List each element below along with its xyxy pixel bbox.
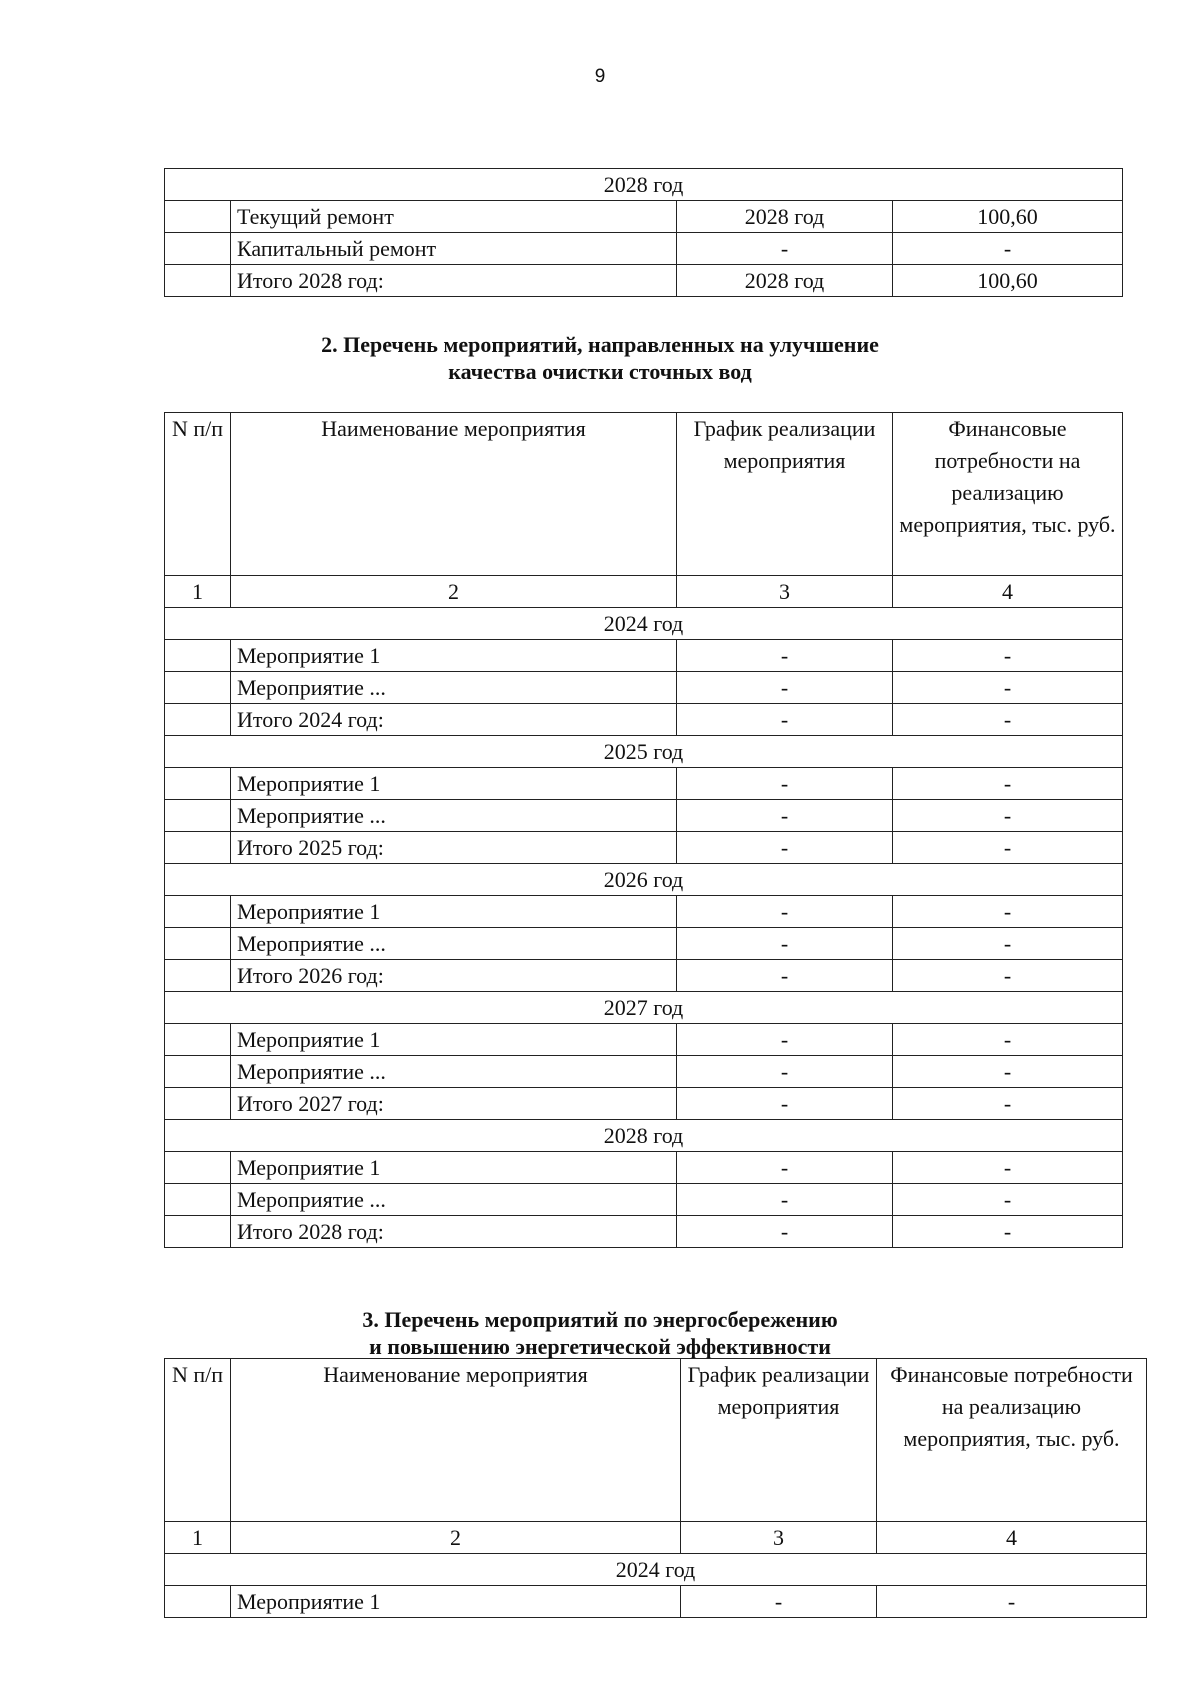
row-num — [165, 832, 231, 864]
row-cost: - — [893, 1088, 1123, 1120]
row-name: Итого 2028 год: — [231, 1216, 677, 1248]
column-number: 3 — [677, 576, 893, 608]
table-row — [165, 768, 1123, 800]
header-cost: Финансовые потребности на реализацию мероприятия, тыс. руб. — [893, 413, 1123, 576]
row-name: Капитальный ремонт — [231, 233, 677, 265]
table-row — [165, 1088, 1123, 1120]
table-row — [165, 1184, 1123, 1216]
row-schedule: - — [677, 1088, 893, 1120]
row-num — [165, 1216, 231, 1248]
column-number: 1 — [165, 576, 231, 608]
row-name: Мероприятие ... — [231, 800, 677, 832]
table-row — [165, 1216, 1123, 1248]
row-schedule: - — [677, 1056, 893, 1088]
row-cost: - — [893, 832, 1123, 864]
row-cost: 100,60 — [893, 265, 1123, 297]
year-label: 2026 год — [165, 864, 1123, 896]
row-num — [165, 201, 231, 233]
column-numbers-row — [165, 1522, 1147, 1554]
row-num — [165, 800, 231, 832]
table-row — [165, 1152, 1123, 1184]
header-num: N п/п — [165, 1359, 231, 1522]
table-header-row — [165, 1359, 1147, 1522]
column-number: 2 — [231, 1522, 681, 1554]
header-name: Наименование мероприятия — [231, 413, 677, 576]
row-cost: - — [893, 640, 1123, 672]
year-label: 2028 год — [165, 1120, 1123, 1152]
row-num — [165, 1024, 231, 1056]
row-name: Итого 2025 год: — [231, 832, 677, 864]
row-schedule: - — [677, 672, 893, 704]
row-schedule: - — [677, 1216, 893, 1248]
table-energy-saving-measures — [164, 1358, 1147, 1618]
row-name: Мероприятие 1 — [231, 768, 677, 800]
table-row — [165, 265, 1123, 297]
year-row — [165, 1554, 1147, 1586]
row-schedule: - — [677, 1024, 893, 1056]
row-schedule: - — [677, 928, 893, 960]
table-row — [165, 672, 1123, 704]
row-schedule: - — [677, 640, 893, 672]
table-row — [165, 1056, 1123, 1088]
row-name: Итого 2027 год: — [231, 1088, 677, 1120]
row-cost: - — [893, 672, 1123, 704]
row-schedule: - — [677, 896, 893, 928]
row-cost: - — [877, 1586, 1147, 1618]
row-schedule: - — [677, 832, 893, 864]
row-num — [165, 1056, 231, 1088]
section3-heading — [0, 1306, 1200, 1360]
table-row — [165, 233, 1123, 265]
header-schedule: График реализации мероприятия — [681, 1359, 877, 1522]
row-num — [165, 1088, 231, 1120]
row-num — [165, 896, 231, 928]
row-cost: - — [893, 960, 1123, 992]
table-row — [165, 832, 1123, 864]
table-row — [165, 1024, 1123, 1056]
row-schedule: - — [677, 233, 893, 265]
row-num — [165, 768, 231, 800]
year-label: 2027 год — [165, 992, 1123, 1024]
row-schedule: - — [677, 960, 893, 992]
year-label: 2024 год — [165, 1554, 1147, 1586]
header-name: Наименование мероприятия — [231, 1359, 681, 1522]
row-schedule: - — [677, 768, 893, 800]
row-name: Итого 2024 год: — [231, 704, 677, 736]
row-name: Итого 2026 год: — [231, 960, 677, 992]
row-schedule: - — [677, 1152, 893, 1184]
table-row — [165, 201, 1123, 233]
section2-title-line2: качества очистки сточных вод — [448, 359, 752, 384]
row-cost: - — [893, 800, 1123, 832]
row-num — [165, 1586, 231, 1618]
row-name: Текущий ремонт — [231, 201, 677, 233]
table-row — [165, 928, 1123, 960]
row-name: Мероприятие ... — [231, 928, 677, 960]
column-number: 3 — [681, 1522, 877, 1554]
row-name: Мероприятие 1 — [231, 1024, 677, 1056]
row-num — [165, 672, 231, 704]
row-schedule: - — [677, 1184, 893, 1216]
row-cost: - — [893, 233, 1123, 265]
table-row — [165, 640, 1123, 672]
row-cost: - — [893, 704, 1123, 736]
year-row — [165, 608, 1123, 640]
row-num — [165, 960, 231, 992]
table-body — [165, 608, 1123, 1248]
table-wastewater-measures — [164, 412, 1123, 1248]
row-cost: - — [893, 896, 1123, 928]
table-row — [165, 800, 1123, 832]
row-name: Мероприятие 1 — [231, 640, 677, 672]
row-schedule: 2028 год — [677, 201, 893, 233]
row-name: Мероприятие ... — [231, 1184, 677, 1216]
year-row — [165, 992, 1123, 1024]
header-schedule: График реализации мероприятия — [677, 413, 893, 576]
row-num — [165, 1152, 231, 1184]
row-schedule: - — [681, 1586, 877, 1618]
row-num — [165, 265, 231, 297]
row-cost: - — [893, 1024, 1123, 1056]
column-number: 2 — [231, 576, 677, 608]
section3-title-line1: 3. Перечень мероприятий по энергосбережению — [362, 1307, 838, 1332]
table-maintenance-2028 — [164, 168, 1123, 297]
column-number: 4 — [877, 1522, 1147, 1554]
column-number: 1 — [165, 1522, 231, 1554]
year-label: 2028 год — [165, 169, 1123, 201]
row-schedule: 2028 год — [677, 265, 893, 297]
row-schedule: - — [677, 704, 893, 736]
year-label: 2025 год — [165, 736, 1123, 768]
row-name: Мероприятие 1 — [231, 1152, 677, 1184]
column-numbers-row — [165, 576, 1123, 608]
table-row — [165, 896, 1123, 928]
row-name: Мероприятие 1 — [231, 1586, 681, 1618]
year-row — [165, 169, 1123, 201]
page-number: 9 — [594, 66, 606, 87]
row-cost: 100,60 — [893, 201, 1123, 233]
row-num — [165, 704, 231, 736]
section3-title-line2: и повышению энергетической эффективности — [369, 1334, 831, 1359]
row-num — [165, 640, 231, 672]
row-cost: - — [893, 1184, 1123, 1216]
row-cost: - — [893, 768, 1123, 800]
row-num — [165, 233, 231, 265]
table-row — [165, 1586, 1147, 1618]
row-name: Мероприятие 1 — [231, 896, 677, 928]
table-row — [165, 704, 1123, 736]
row-num — [165, 928, 231, 960]
table-body — [165, 1554, 1147, 1618]
section2-title-line1: 2. Перечень мероприятий, направленных на улучшение — [321, 332, 879, 357]
year-row — [165, 864, 1123, 896]
table-row — [165, 960, 1123, 992]
table-header-row — [165, 413, 1123, 576]
header-cost: Финансовые потребности на реализацию мероприятия, тыс. руб. — [877, 1359, 1147, 1522]
column-number: 4 — [893, 576, 1123, 608]
row-num — [165, 1184, 231, 1216]
row-name: Мероприятие ... — [231, 1056, 677, 1088]
row-schedule: - — [677, 800, 893, 832]
row-cost: - — [893, 1152, 1123, 1184]
row-cost: - — [893, 928, 1123, 960]
year-row — [165, 1120, 1123, 1152]
row-name: Мероприятие ... — [231, 672, 677, 704]
row-name: Итого 2028 год: — [231, 265, 677, 297]
section2-heading — [0, 331, 1200, 385]
year-label: 2024 год — [165, 608, 1123, 640]
row-cost: - — [893, 1216, 1123, 1248]
row-cost: - — [893, 1056, 1123, 1088]
header-num: N п/п — [165, 413, 231, 576]
year-row — [165, 736, 1123, 768]
